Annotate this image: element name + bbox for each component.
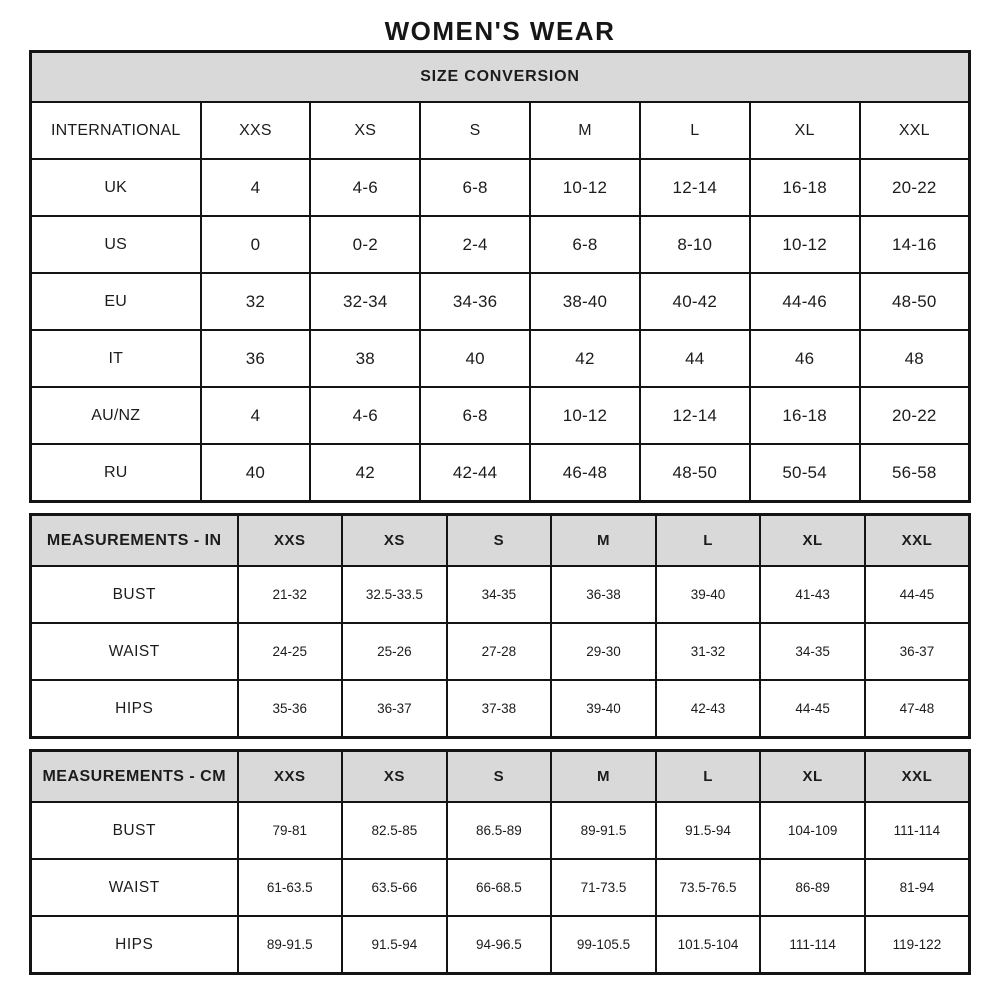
column-header: S [447, 515, 552, 567]
column-header: M [551, 515, 656, 567]
table-cell: 0-2 [310, 216, 420, 273]
table-cell: 6-8 [420, 159, 530, 216]
column-header: XXS [238, 515, 343, 567]
column-header: XXS [238, 751, 343, 803]
table-row [31, 330, 970, 387]
column-header: XL [760, 751, 865, 803]
measurements-in-table [29, 513, 971, 739]
table-cell: 6-8 [420, 387, 530, 444]
table-cell: 0 [201, 216, 311, 273]
table-cell: 104-109 [760, 802, 865, 859]
table-cell: 4-6 [310, 159, 420, 216]
table-cell: 81-94 [865, 859, 970, 916]
table-cell: 48-50 [860, 273, 970, 330]
column-header: XXS [201, 102, 311, 159]
row-label: EU [31, 273, 201, 330]
table-cell: 20-22 [860, 387, 970, 444]
measurements-cm-title: MEASUREMENTS - CM [31, 751, 238, 803]
size-conversion-table [29, 50, 971, 503]
table-cell: 21-32 [238, 566, 343, 623]
table-cell: 42-43 [656, 680, 761, 738]
table-cell: 36-37 [342, 680, 447, 738]
row-label: AU/NZ [31, 387, 201, 444]
table-cell: 2-4 [420, 216, 530, 273]
table-cell: 10-12 [530, 159, 640, 216]
table-cell: 32 [201, 273, 311, 330]
size-conversion-title: SIZE CONVERSION [31, 52, 970, 103]
table-cell: 39-40 [551, 680, 656, 738]
column-header: L [640, 102, 750, 159]
table-cell: 44-45 [760, 680, 865, 738]
column-header: S [420, 102, 530, 159]
table-cell: 61-63.5 [238, 859, 343, 916]
table-cell: 101.5-104 [656, 916, 761, 974]
table-cell: 6-8 [530, 216, 640, 273]
table-cell: 29-30 [551, 623, 656, 680]
row-label: WAIST [31, 859, 238, 916]
table-cell: 119-122 [865, 916, 970, 974]
table-cell: 89-91.5 [238, 916, 343, 974]
table-cell: 42-44 [420, 444, 530, 502]
table-row [31, 444, 970, 502]
row-label: BUST [31, 802, 238, 859]
column-header-row [31, 515, 970, 567]
table-cell: 10-12 [530, 387, 640, 444]
table-cell: 38-40 [530, 273, 640, 330]
table-row [31, 273, 970, 330]
table-cell: 50-54 [750, 444, 860, 502]
table-row [31, 680, 970, 738]
table-cell: 44 [640, 330, 750, 387]
table-cell: 37-38 [447, 680, 552, 738]
table-cell: 32-34 [310, 273, 420, 330]
table-cell: 40 [201, 444, 311, 502]
column-header: XL [760, 515, 865, 567]
table-cell: 73.5-76.5 [656, 859, 761, 916]
table-cell: 41-43 [760, 566, 865, 623]
table-cell: 56-58 [860, 444, 970, 502]
measurements-cm-table [29, 749, 971, 975]
table-cell: 35-36 [238, 680, 343, 738]
column-header: M [530, 102, 640, 159]
table-cell: 34-35 [447, 566, 552, 623]
table-cell: 86-89 [760, 859, 865, 916]
table-cell: 48 [860, 330, 970, 387]
table-cell: 36-38 [551, 566, 656, 623]
table-row [31, 859, 970, 916]
table-cell: 86.5-89 [447, 802, 552, 859]
row-label: US [31, 216, 201, 273]
table-cell: 44-45 [865, 566, 970, 623]
table-cell: 44-46 [750, 273, 860, 330]
table-cell: 36-37 [865, 623, 970, 680]
table-cell: 4-6 [310, 387, 420, 444]
table-row [31, 159, 970, 216]
table-cell: 4 [201, 159, 311, 216]
table-title-row [31, 52, 970, 103]
table-cell: 27-28 [447, 623, 552, 680]
column-header: XS [310, 102, 420, 159]
column-header: XXL [865, 751, 970, 803]
row-label: INTERNATIONAL [31, 102, 201, 159]
row-label: RU [31, 444, 201, 502]
column-header: XXL [865, 515, 970, 567]
table-cell: 40 [420, 330, 530, 387]
table-cell: 4 [201, 387, 311, 444]
row-label: UK [31, 159, 201, 216]
table-cell: 111-114 [760, 916, 865, 974]
table-cell: 36 [201, 330, 311, 387]
table-cell: 40-42 [640, 273, 750, 330]
table-cell: 25-26 [342, 623, 447, 680]
table-cell: 20-22 [860, 159, 970, 216]
table-cell: 24-25 [238, 623, 343, 680]
row-label: BUST [31, 566, 238, 623]
table-cell: 71-73.5 [551, 859, 656, 916]
row-label: WAIST [31, 623, 238, 680]
table-cell: 38 [310, 330, 420, 387]
table-cell: 8-10 [640, 216, 750, 273]
table-row [31, 566, 970, 623]
page-title: WOMEN'S WEAR [384, 16, 616, 46]
column-header: S [447, 751, 552, 803]
table-cell: 42 [310, 444, 420, 502]
table-cell: 94-96.5 [447, 916, 552, 974]
table-cell: 66-68.5 [447, 859, 552, 916]
table-cell: 42 [530, 330, 640, 387]
table-spacer [0, 739, 1000, 749]
table-row [31, 623, 970, 680]
table-cell: 31-32 [656, 623, 761, 680]
table-row [31, 916, 970, 974]
table-cell: 16-18 [750, 387, 860, 444]
table-cell: 39-40 [656, 566, 761, 623]
column-header: XS [342, 751, 447, 803]
measurements-in-title: MEASUREMENTS - IN [31, 515, 238, 567]
table-cell: 48-50 [640, 444, 750, 502]
table-cell: 34-35 [760, 623, 865, 680]
table-cell: 82.5-85 [342, 802, 447, 859]
table-cell: 32.5-33.5 [342, 566, 447, 623]
table-cell: 91.5-94 [656, 802, 761, 859]
row-label: HIPS [31, 680, 238, 738]
column-header: XXL [860, 102, 970, 159]
column-header: M [551, 751, 656, 803]
row-label: HIPS [31, 916, 238, 974]
row-label: IT [31, 330, 201, 387]
table-cell: 14-16 [860, 216, 970, 273]
table-cell: 99-105.5 [551, 916, 656, 974]
table-cell: 10-12 [750, 216, 860, 273]
table-cell: 46 [750, 330, 860, 387]
table-cell: 16-18 [750, 159, 860, 216]
column-header: L [656, 515, 761, 567]
table-cell: 79-81 [238, 802, 343, 859]
table-row [31, 216, 970, 273]
table-cell: 12-14 [640, 387, 750, 444]
column-header: XS [342, 515, 447, 567]
table-cell: 12-14 [640, 159, 750, 216]
table-spacer [0, 503, 1000, 513]
column-header: L [656, 751, 761, 803]
table-cell: 63.5-66 [342, 859, 447, 916]
column-header-row [31, 751, 970, 803]
table-row [31, 387, 970, 444]
table-row [31, 802, 970, 859]
table-cell: 34-36 [420, 273, 530, 330]
column-header-row [31, 102, 970, 159]
table-cell: 111-114 [865, 802, 970, 859]
table-cell: 91.5-94 [342, 916, 447, 974]
table-cell: 89-91.5 [551, 802, 656, 859]
table-cell: 46-48 [530, 444, 640, 502]
table-cell: 47-48 [865, 680, 970, 738]
column-header: XL [750, 102, 860, 159]
